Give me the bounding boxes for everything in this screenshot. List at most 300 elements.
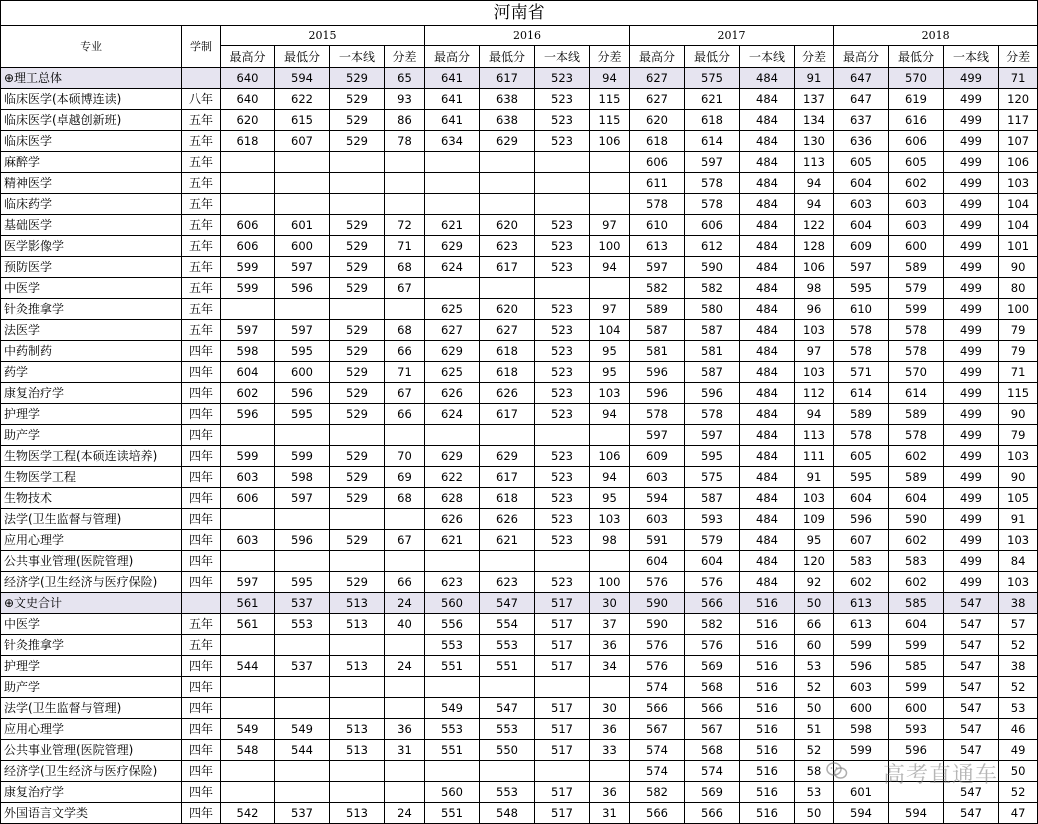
score-cell: 601 [275, 215, 330, 236]
score-cell: 623 [480, 572, 535, 593]
score-cell: 106 [795, 257, 834, 278]
score-cell: 100 [590, 236, 630, 257]
table-row [1, 509, 1038, 530]
score-cell: 618 [480, 488, 535, 509]
score-cell: 587 [685, 362, 740, 383]
score-cell: 566 [685, 698, 740, 719]
score-cell: 578 [685, 173, 740, 194]
score-cell: 499 [944, 257, 999, 278]
score-cell: 529 [330, 131, 385, 152]
score-cell: 523 [535, 89, 590, 110]
major-name: 应用心理学 [1, 530, 182, 551]
major-name: 麻醉学 [1, 152, 182, 173]
score-cell: 34 [590, 656, 630, 677]
score-cell: 69 [385, 467, 425, 488]
score-cell: 517 [535, 698, 590, 719]
score-cell: 103 [795, 362, 834, 383]
score-cell: 484 [740, 383, 795, 404]
score-cell: 103 [590, 509, 630, 530]
score-cell: 595 [685, 446, 740, 467]
score-cell: 623 [425, 572, 480, 593]
sub-header-cell: 最低分 [685, 46, 740, 68]
score-cell: 549 [425, 698, 480, 719]
score-cell [889, 782, 944, 803]
score-cell: 67 [385, 278, 425, 299]
score-cell: 529 [330, 89, 385, 110]
major-name: 康复治疗学 [1, 782, 182, 803]
score-cell: 516 [740, 593, 795, 614]
score-cell: 629 [480, 131, 535, 152]
score-cell: 513 [330, 803, 385, 824]
score-cell [535, 425, 590, 446]
table-row [1, 803, 1038, 824]
score-cell: 638 [480, 89, 535, 110]
score-cell: 93 [385, 89, 425, 110]
score-cell: 553 [480, 635, 535, 656]
table-row [1, 719, 1038, 740]
score-cell: 604 [834, 215, 889, 236]
score-cell: 566 [685, 593, 740, 614]
score-cell: 637 [834, 110, 889, 131]
duration-cell: 四年 [182, 509, 221, 530]
score-cell [590, 425, 630, 446]
score-cell: 523 [535, 68, 590, 89]
major-name: 临床医学 [1, 131, 182, 152]
major-name: 医学影像学 [1, 236, 182, 257]
score-cell: 517 [535, 614, 590, 635]
score-cell: 47 [999, 803, 1038, 824]
score-cell: 97 [795, 341, 834, 362]
duration-cell: 四年 [182, 740, 221, 761]
score-cell [330, 782, 385, 803]
score-cell: 71 [385, 236, 425, 257]
score-cell [590, 173, 630, 194]
score-cell [425, 677, 480, 698]
score-cell: 79 [999, 341, 1038, 362]
table-row [1, 488, 1038, 509]
score-cell: 499 [944, 215, 999, 236]
score-cell: 499 [944, 530, 999, 551]
score-cell: 634 [425, 131, 480, 152]
score-cell [221, 635, 275, 656]
score-cell: 587 [630, 320, 685, 341]
score-cell: 603 [221, 467, 275, 488]
table-row [1, 404, 1038, 425]
score-cell: 551 [480, 656, 535, 677]
score-cell: 36 [590, 782, 630, 803]
score-cell: 620 [480, 299, 535, 320]
score-cell: 547 [944, 635, 999, 656]
score-cell [385, 299, 425, 320]
score-cell: 79 [999, 320, 1038, 341]
score-cell: 484 [740, 131, 795, 152]
score-cell: 97 [590, 215, 630, 236]
score-cell: 595 [834, 467, 889, 488]
score-cell: 647 [834, 89, 889, 110]
score-cell: 92 [795, 572, 834, 593]
score-cell: 517 [535, 635, 590, 656]
header-year-2015: 2015 [221, 26, 425, 46]
score-cell: 547 [944, 677, 999, 698]
score-cell [480, 425, 535, 446]
score-cell: 600 [275, 236, 330, 257]
score-cell: 484 [740, 509, 795, 530]
score-cell: 107 [999, 131, 1038, 152]
score-cell: 626 [425, 383, 480, 404]
score-cell: 513 [330, 740, 385, 761]
score-cell: 517 [535, 593, 590, 614]
score-cell: 599 [834, 635, 889, 656]
score-cell: 484 [740, 530, 795, 551]
major-name: 临床医学(卓越创新班) [1, 110, 182, 131]
score-cell: 624 [425, 257, 480, 278]
duration-cell [182, 593, 221, 614]
score-cell: 523 [535, 572, 590, 593]
header-year-2016: 2016 [425, 26, 630, 46]
score-cell: 553 [425, 719, 480, 740]
score-cell: 106 [590, 446, 630, 467]
table-row [1, 278, 1038, 299]
sub-header-cell: 分差 [590, 46, 630, 68]
score-cell: 30 [590, 698, 630, 719]
score-cell [385, 677, 425, 698]
table-row [1, 89, 1038, 110]
score-cell: 569 [685, 656, 740, 677]
score-cell: 517 [535, 782, 590, 803]
duration-cell: 四年 [182, 467, 221, 488]
score-cell [275, 509, 330, 530]
score-cell: 30 [590, 593, 630, 614]
score-cell: 570 [889, 68, 944, 89]
score-cell: 602 [834, 572, 889, 593]
score-cell: 100 [999, 299, 1038, 320]
major-name: 针灸推拿学 [1, 635, 182, 656]
score-cell: 578 [685, 194, 740, 215]
sub-header-cell: 一本线 [740, 46, 795, 68]
score-cell: 499 [944, 467, 999, 488]
score-cell: 597 [685, 425, 740, 446]
score-cell: 576 [685, 635, 740, 656]
score-cell: 566 [685, 803, 740, 824]
score-cell: 115 [590, 110, 630, 131]
score-cell: 547 [944, 782, 999, 803]
score-cell: 94 [590, 257, 630, 278]
score-cell [535, 551, 590, 572]
major-name[interactable]: ⊕文史合计 [1, 593, 182, 614]
score-cell: 607 [275, 131, 330, 152]
score-cell: 499 [944, 341, 999, 362]
score-cell [385, 761, 425, 782]
score-cell [480, 551, 535, 572]
score-cell [590, 152, 630, 173]
score-cell: 596 [889, 740, 944, 761]
score-cell: 513 [330, 719, 385, 740]
score-cell: 597 [630, 425, 685, 446]
score-cell: 603 [834, 194, 889, 215]
score-cell: 598 [834, 719, 889, 740]
score-cell: 547 [944, 656, 999, 677]
score-cell: 67 [385, 530, 425, 551]
score-cell: 618 [630, 131, 685, 152]
duration-cell: 四年 [182, 656, 221, 677]
duration-cell: 四年 [182, 761, 221, 782]
sub-header-cell: 一本线 [330, 46, 385, 68]
score-cell: 529 [330, 320, 385, 341]
score-cell: 72 [385, 215, 425, 236]
score-cell: 629 [425, 341, 480, 362]
score-cell: 604 [834, 488, 889, 509]
score-cell: 101 [999, 236, 1038, 257]
score-cell: 578 [630, 194, 685, 215]
score-cell: 595 [275, 341, 330, 362]
score-cell [535, 152, 590, 173]
major-name: 药学 [1, 362, 182, 383]
duration-cell: 四年 [182, 362, 221, 383]
score-cell: 537 [275, 656, 330, 677]
score-cell: 484 [740, 278, 795, 299]
score-cell: 574 [630, 677, 685, 698]
score-cell: 134 [795, 110, 834, 131]
sub-header-cell: 分差 [795, 46, 834, 68]
score-cell: 614 [834, 383, 889, 404]
score-cell: 523 [535, 236, 590, 257]
score-cell: 574 [630, 740, 685, 761]
score-cell: 49 [999, 740, 1038, 761]
score-cell: 84 [999, 551, 1038, 572]
score-cell: 100 [590, 572, 630, 593]
score-cell: 112 [795, 383, 834, 404]
score-cell: 621 [425, 530, 480, 551]
duration-cell: 五年 [182, 614, 221, 635]
major-name: 生物技术 [1, 488, 182, 509]
score-cell: 629 [480, 446, 535, 467]
score-cell [385, 425, 425, 446]
score-cell: 609 [630, 446, 685, 467]
score-cell: 68 [385, 488, 425, 509]
score-cell: 587 [685, 488, 740, 509]
score-cell: 33 [590, 740, 630, 761]
score-cell: 66 [385, 341, 425, 362]
duration-cell: 五年 [182, 320, 221, 341]
score-cell: 596 [630, 362, 685, 383]
score-cell: 596 [275, 278, 330, 299]
score-cell: 627 [425, 320, 480, 341]
score-cell: 516 [740, 761, 795, 782]
score-cell [330, 299, 385, 320]
score-cell: 582 [685, 278, 740, 299]
score-cell: 529 [330, 257, 385, 278]
score-cell: 529 [330, 215, 385, 236]
sub-header-cell: 最低分 [275, 46, 330, 68]
score-cell: 640 [221, 68, 275, 89]
score-cell: 544 [275, 740, 330, 761]
score-cell: 542 [221, 803, 275, 824]
score-cell: 484 [740, 173, 795, 194]
score-cell: 617 [480, 68, 535, 89]
major-name: 护理学 [1, 656, 182, 677]
table-row [1, 299, 1038, 320]
score-cell: 94 [590, 68, 630, 89]
score-cell: 606 [630, 152, 685, 173]
score-cell: 50 [795, 698, 834, 719]
score-cell: 604 [685, 551, 740, 572]
group-summary-row [1, 593, 1038, 614]
score-cell: 599 [889, 299, 944, 320]
table-row [1, 257, 1038, 278]
score-cell: 568 [685, 677, 740, 698]
score-cell: 581 [685, 341, 740, 362]
title-row [1, 1, 1038, 26]
score-cell: 606 [221, 215, 275, 236]
score-cell: 111 [795, 446, 834, 467]
score-cell: 597 [275, 257, 330, 278]
score-cell: 523 [535, 509, 590, 530]
score-cell: 103 [999, 173, 1038, 194]
score-cell: 523 [535, 488, 590, 509]
score-cell: 91 [795, 467, 834, 488]
score-cell: 38 [999, 593, 1038, 614]
duration-cell: 四年 [182, 551, 221, 572]
score-cell [221, 677, 275, 698]
major-name: 基础医学 [1, 215, 182, 236]
score-cell: 71 [385, 362, 425, 383]
score-cell: 484 [740, 299, 795, 320]
score-cell: 484 [740, 152, 795, 173]
table-row [1, 383, 1038, 404]
score-cell: 599 [275, 446, 330, 467]
score-cell [330, 677, 385, 698]
score-cell: 556 [425, 614, 480, 635]
score-cell: 578 [889, 320, 944, 341]
score-cell: 602 [889, 530, 944, 551]
score-cell: 603 [889, 215, 944, 236]
duration-cell: 五年 [182, 173, 221, 194]
score-cell: 566 [630, 698, 685, 719]
duration-cell: 五年 [182, 194, 221, 215]
score-cell [275, 152, 330, 173]
score-cell: 529 [330, 446, 385, 467]
major-name: 护理学 [1, 404, 182, 425]
score-cell: 499 [944, 110, 999, 131]
major-name: 经济学(卫生经济与医疗保险) [1, 761, 182, 782]
score-cell: 484 [740, 194, 795, 215]
score-cell: 46 [999, 719, 1038, 740]
score-cell: 606 [221, 488, 275, 509]
score-cell: 529 [330, 404, 385, 425]
score-cell [480, 194, 535, 215]
score-cell: 589 [889, 257, 944, 278]
table-row [1, 236, 1038, 257]
score-cell: 578 [834, 425, 889, 446]
score-cell: 569 [685, 782, 740, 803]
score-cell: 594 [889, 803, 944, 824]
score-cell: 516 [740, 803, 795, 824]
duration-cell: 四年 [182, 719, 221, 740]
score-cell: 640 [221, 89, 275, 110]
score-cell: 65 [385, 68, 425, 89]
score-cell [385, 551, 425, 572]
score-cell: 484 [740, 446, 795, 467]
score-cell: 641 [425, 89, 480, 110]
major-name[interactable]: ⊕理工总体 [1, 68, 182, 89]
score-cell: 582 [630, 782, 685, 803]
table-row [1, 467, 1038, 488]
score-cell: 52 [999, 677, 1038, 698]
score-cell: 616 [889, 110, 944, 131]
duration-cell: 四年 [182, 404, 221, 425]
score-cell: 609 [834, 236, 889, 257]
score-cell [480, 761, 535, 782]
table-row [1, 761, 1038, 782]
score-cell: 581 [630, 341, 685, 362]
score-cell [425, 425, 480, 446]
score-cell: 529 [330, 383, 385, 404]
score-cell: 60 [795, 635, 834, 656]
score-cell: 575 [685, 467, 740, 488]
score-cell: 50 [999, 761, 1038, 782]
score-cell: 597 [275, 320, 330, 341]
score-cell: 613 [834, 614, 889, 635]
score-cell: 574 [685, 761, 740, 782]
score-cell: 516 [740, 614, 795, 635]
score-cell: 628 [425, 488, 480, 509]
table-row [1, 698, 1038, 719]
score-cell: 523 [535, 404, 590, 425]
score-cell: 547 [944, 740, 999, 761]
group-summary-row [1, 68, 1038, 89]
score-cell: 529 [330, 572, 385, 593]
duration-cell: 四年 [182, 698, 221, 719]
score-cell: 553 [480, 782, 535, 803]
score-cell: 560 [425, 593, 480, 614]
score-cell: 97 [590, 299, 630, 320]
score-cell: 529 [330, 278, 385, 299]
score-cell: 90 [999, 404, 1038, 425]
score-cell: 576 [630, 635, 685, 656]
score-cell: 587 [685, 320, 740, 341]
score-cell [330, 509, 385, 530]
table-row [1, 320, 1038, 341]
score-cell: 626 [425, 509, 480, 530]
score-cell: 585 [889, 593, 944, 614]
score-cell: 523 [535, 467, 590, 488]
score-cell: 618 [480, 362, 535, 383]
score-cell: 615 [275, 110, 330, 131]
score-cell [425, 551, 480, 572]
score-cell: 537 [275, 803, 330, 824]
score-cell: 484 [740, 89, 795, 110]
score-cell: 128 [795, 236, 834, 257]
score-cell: 620 [630, 110, 685, 131]
score-cell: 617 [480, 467, 535, 488]
score-cell: 614 [889, 383, 944, 404]
score-cell: 71 [999, 68, 1038, 89]
score-cell: 36 [590, 719, 630, 740]
score-cell [590, 278, 630, 299]
score-cell: 529 [330, 236, 385, 257]
score-cell: 484 [740, 341, 795, 362]
score-cell: 517 [535, 803, 590, 824]
score-cell: 550 [480, 740, 535, 761]
score-cell: 499 [944, 446, 999, 467]
score-cell: 499 [944, 131, 999, 152]
score-cell: 620 [221, 110, 275, 131]
score-cell [535, 173, 590, 194]
score-cell [385, 194, 425, 215]
score-cell: 94 [795, 194, 834, 215]
major-name: 中医学 [1, 614, 182, 635]
table-row [1, 551, 1038, 572]
